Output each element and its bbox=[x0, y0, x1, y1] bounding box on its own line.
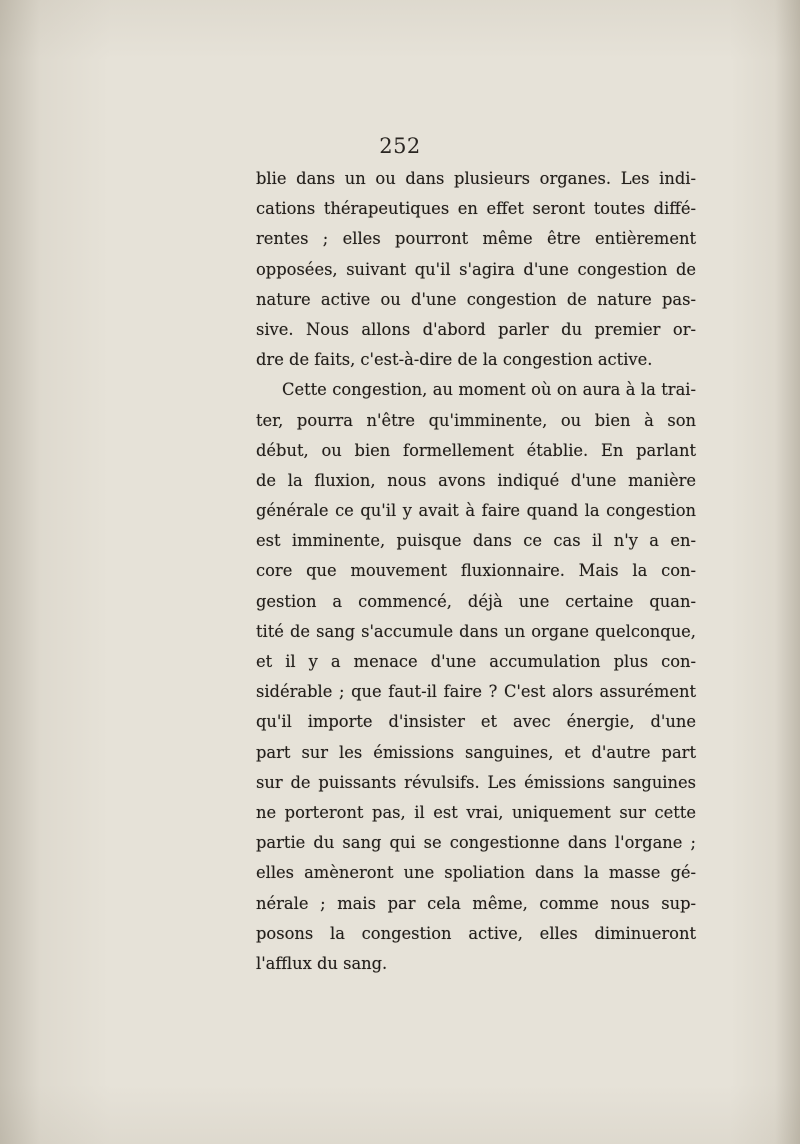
text-line: générale ce qu'il y avait à faire quand la congestion bbox=[256, 501, 696, 521]
text-line: sive. Nous allons d'abord parler du premier or- bbox=[256, 319, 696, 339]
text-line: ter, pourra n'être qu'imminente, ou bien à son bbox=[256, 410, 696, 430]
text-line: de la fluxion, nous avons indiqué d'une manière bbox=[256, 470, 696, 490]
text-line: sur de puissants révulsifs. Les émissions sanguines bbox=[256, 772, 696, 792]
body-text bbox=[256, 164, 696, 979]
page-number: 252 bbox=[379, 134, 421, 158]
text-line: dre de faits, c'est-à-dire de la congestion active. bbox=[256, 350, 653, 370]
text-line: part sur les émissions sanguines, et d'autre part bbox=[256, 742, 696, 762]
text-line: Cette congestion, au moment où on aura à la trai- bbox=[282, 380, 696, 400]
text-line: nérale ; mais par cela même, comme nous sup- bbox=[256, 893, 696, 913]
text-line: opposées, suivant qu'il s'agira d'une congestion de bbox=[256, 259, 696, 279]
text-line: posons la congestion active, elles diminueront bbox=[256, 923, 696, 943]
text-line: elles amèneront une spoliation dans la masse gé- bbox=[256, 863, 696, 883]
text-line: core que mouvement fluxionnaire. Mais la con- bbox=[256, 561, 696, 581]
text-line: rentes ; elles pourront même être entièrement bbox=[256, 229, 696, 249]
text-line: blie dans un ou dans plusieurs organes. Les indi- bbox=[256, 169, 696, 188]
text-line: cations thérapeutiques en effet seront toutes diffé- bbox=[256, 199, 696, 219]
text-line: est imminente, puisque dans ce cas il n'y a en- bbox=[256, 531, 696, 551]
text-line: qu'il importe d'insister et avec énergie, d'une bbox=[256, 712, 696, 732]
text-line: l'afflux du sang. bbox=[256, 953, 388, 973]
text-line: tité de sang s'accumule dans un organe quelconque, bbox=[256, 621, 696, 641]
text-line: sidérable ; que faut-il faire ? C'est alors assurément bbox=[256, 682, 696, 702]
text-line: début, ou bien formellement établie. En parlant bbox=[256, 440, 696, 460]
text-line: gestion a commencé, déjà une certaine quan- bbox=[256, 591, 696, 611]
text-line: partie du sang qui se congestionne dans l'organe ; bbox=[256, 833, 696, 853]
text-line: nature active ou d'une congestion de nature pas- bbox=[256, 289, 696, 309]
text-line: ne porteront pas, il est vrai, uniquement sur cette bbox=[256, 802, 696, 822]
text-line: et il y a menace d'une accumulation plus con- bbox=[256, 652, 696, 671]
